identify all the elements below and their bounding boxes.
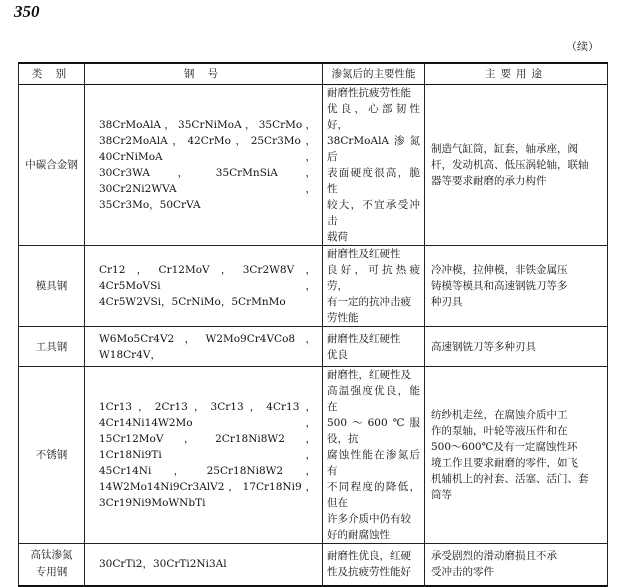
performance-line: 表面硬度很高，脆性	[327, 167, 420, 195]
grade-line: 30Cr3WA，35CrMnSiA，30Cr2Ni2WVA，	[99, 167, 316, 195]
usage-cell	[425, 246, 608, 327]
table-row	[19, 85, 608, 246]
grade-line: 35Cr3Mo，50CrVA	[99, 199, 201, 211]
performance-line: 不同程度的降低，但在	[327, 481, 420, 509]
grades-cell	[85, 544, 323, 586]
page-number: 350	[14, 2, 40, 21]
usage-line: 机辅机上的衬套、活塞、活门、套	[431, 473, 589, 485]
grade-line: 4Cr5W2VSi，5CrNiMo，5CrMnMo	[99, 296, 286, 308]
usage-line: 铸模等模具和高速钢铣刀等多	[431, 280, 568, 292]
table-header-row	[19, 63, 608, 85]
usage-line: 冷冲模，拉伸模，非铁金属压	[431, 264, 568, 276]
category-cell: 中碳合金钢	[19, 85, 85, 246]
header-category: 类 别	[19, 63, 85, 85]
performance-line: 有一定的抗冲击疲	[327, 296, 411, 308]
performance-line: 耐磨性及红硬性	[327, 248, 401, 260]
category-cell: 工具钢	[19, 327, 85, 367]
table-row	[19, 246, 608, 327]
usage-line: 境工作且要求耐磨的零件，如飞	[431, 457, 578, 469]
nitriding-steel-table	[18, 62, 608, 587]
table-row	[19, 544, 608, 586]
performance-cell	[323, 367, 425, 544]
grade-line: 14W2Mo14Ni9Cr3AlV2，17Cr18Ni9，	[99, 481, 316, 493]
performance-line: 耐磨性抗疲劳性能	[327, 87, 411, 99]
performance-line: 劳性能	[327, 312, 359, 324]
performance-line: 载荷	[327, 231, 348, 243]
performance-line: 耐磨性优良，红硬	[327, 550, 411, 563]
usage-cell	[425, 327, 608, 367]
performance-line: 优良	[327, 348, 348, 361]
performance-line: 好的耐腐蚀性	[327, 529, 390, 541]
usage-line: 500～600℃及有一定腐蚀性环	[431, 441, 578, 453]
performance-cell	[323, 85, 425, 246]
grade-line: 45Cr14Ni，25Cr18Ni8W2，	[99, 465, 316, 477]
performance-cell	[323, 246, 425, 327]
category-cell: 高钛渗氮 专用钢	[19, 544, 85, 586]
performance-line: 38CrMoAlA渗氮后	[327, 135, 420, 163]
grade-line: 38Cr2MoAlA，42CrMo，25Cr3Mo，40CrNiMoA，	[99, 135, 316, 163]
category-cell: 不锈钢	[19, 367, 85, 544]
category-cell: 模具钢	[19, 246, 85, 327]
grade-line: 1Cr13，2Cr13，3Cr13，4Cr13，4Cr14Ni14W2Mo，	[99, 401, 316, 429]
usage-line: 筒等	[431, 489, 452, 501]
header-grade: 钢 号	[85, 63, 323, 85]
grades-cell	[85, 246, 323, 327]
usage-line: 制造气缸筒，缸套，轴承座，阀	[431, 143, 578, 155]
grade-line: 15Cr12MoV，2Cr18Ni8W2，1Cr18Ni9Ti，	[99, 433, 316, 461]
table-row	[19, 327, 608, 367]
performance-line: 性及抗疲劳性能好	[327, 566, 411, 579]
continued-label: （续）	[566, 40, 599, 53]
usage-line: 纺纱机走丝，在腐蚀介质中工	[431, 409, 568, 421]
usage-line: 承受剧烈的滑动磨损且不承	[431, 550, 557, 563]
performance-line: 耐磨性及红硬性	[327, 332, 401, 345]
usage-line: 器等要求耐磨的承力构件	[431, 175, 547, 187]
usage-line: 作的泵轴，叶轮等液压件和在	[431, 425, 568, 437]
performance-line: 优良，心部韧性好，	[327, 103, 420, 131]
performance-line: 500～600℃服役，抗	[327, 417, 420, 445]
performance-line: 许多介质中仍有较	[327, 513, 411, 525]
usage-line: 受冲击的零件	[431, 566, 494, 579]
grades-cell	[85, 367, 323, 544]
usage-cell	[425, 367, 608, 544]
grades-cell	[85, 327, 323, 367]
performance-line: 腐蚀性能在渗氮后有	[327, 449, 420, 477]
grade-line: 38CrMoAlA，35CrNiMoA，35CrMo，	[99, 119, 316, 131]
grade-line: Cr12，Cr12MoV，3Cr2W8V，4Cr5MoVSi，	[99, 264, 316, 292]
performance-line: 较大，不宜承受冲击	[327, 199, 420, 227]
usage-line: 高速钢铣刀等多种刃具	[431, 340, 536, 353]
usage-cell	[425, 544, 608, 586]
grades-cell	[85, 85, 323, 246]
performance-cell	[323, 544, 425, 586]
table-row	[19, 367, 608, 544]
grade-line: 3Cr19Ni9MoWNbTi	[99, 497, 206, 509]
usage-line: 杆，发动机高、低压涡轮轴，联轴	[431, 159, 589, 171]
header-performance: 渗氮后的主要性能	[323, 63, 425, 85]
grade-line: W6Mo5Cr4V2，W2Mo9Cr4VCo8，W18Cr4V，	[99, 332, 316, 361]
grade-line: 30CrTi2，30CrTi2Ni3Al	[99, 558, 227, 571]
usage-line: 种刃具	[431, 296, 463, 308]
usage-cell	[425, 85, 608, 246]
performance-line: 良好，可抗热疲劳，	[327, 264, 420, 292]
performance-cell	[323, 327, 425, 367]
performance-line: 高温强度优良，能在	[327, 385, 420, 413]
header-usage: 主要用途	[425, 63, 608, 85]
performance-line: 耐磨性，红硬性及	[327, 369, 411, 381]
